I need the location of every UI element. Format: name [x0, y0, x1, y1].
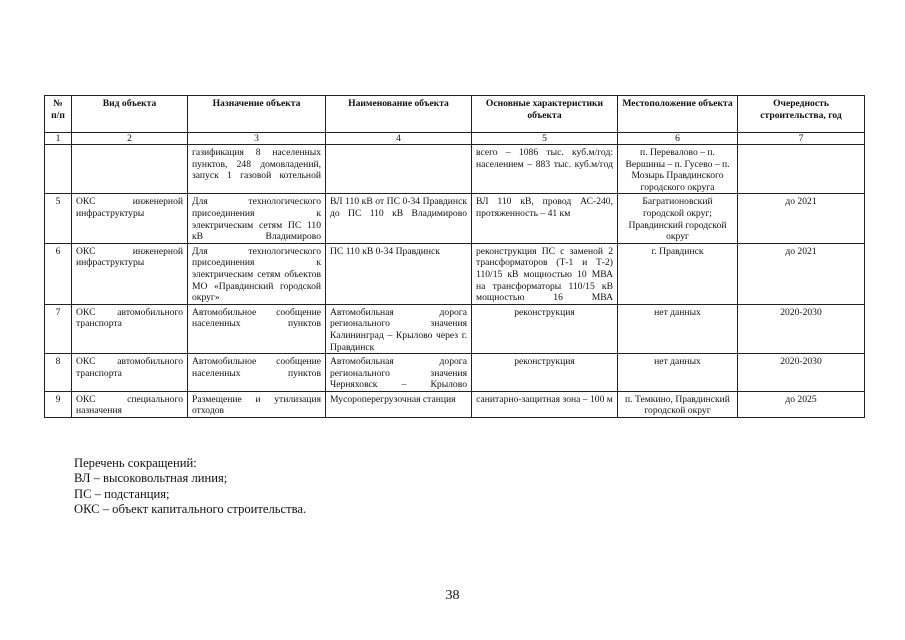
cell-type: ОКС автомобильного транспорта: [72, 354, 188, 392]
cell-stage: до 2025: [738, 391, 865, 417]
cell-type: ОКС автомобильного транспорта: [72, 304, 188, 353]
cell-name: ПС 110 кВ 0-34 Правдинск: [326, 243, 472, 304]
table-row: [45, 304, 865, 353]
cell-location: г. Правдинск: [618, 243, 738, 304]
cell-num: 9: [45, 391, 72, 417]
cell-purpose: Размещение и утилизация отходов: [188, 391, 326, 417]
abbreviation-item: ПС – подстанция;: [74, 486, 170, 501]
cell-location: Багратионовский городской округ; Правдинский городской округ: [618, 194, 738, 243]
table-row: [45, 354, 865, 392]
cell-name: Автомобильная дорога регионального значения Калининград – Крылово через г. Правдинск: [326, 304, 472, 353]
cell-specs: ВЛ 110 кВ, провод АС-240, протяженность – 41 км: [472, 194, 618, 243]
cell-num: 5: [45, 194, 72, 243]
abbreviation-item: ВЛ – высоковольтная линия;: [74, 471, 228, 486]
cell-specs: всего – 1086 тыс. куб.м/год: населением – 883 тыс. куб.м/год: [472, 145, 618, 194]
header-row: [45, 96, 865, 133]
cell-location: нет данных: [618, 354, 738, 392]
cell-name: [326, 145, 472, 194]
cell-type: [72, 145, 188, 194]
column-number-row: [45, 133, 865, 145]
header-num: № п/п: [45, 96, 72, 133]
cell-num: 7: [45, 304, 72, 353]
cell-stage: до 2021: [738, 243, 865, 304]
header-type: Вид объекта: [72, 96, 188, 133]
column-number: 6: [618, 133, 738, 145]
cell-location: п. Темкино, Правдинский городской округ: [618, 391, 738, 417]
cell-stage: 2020-2030: [738, 304, 865, 353]
cell-num: [45, 145, 72, 194]
cell-name: Мусороперегрузочная станция: [326, 391, 472, 417]
abbreviations-title: Перечень сокращений:: [74, 456, 197, 470]
cell-purpose: Автомобильное сообщение населенных пунктов: [188, 304, 326, 353]
cell-type: ОКС инженерной инфраструктуры: [72, 194, 188, 243]
column-number: 3: [188, 133, 326, 145]
header-name: Наименование объекта: [326, 96, 472, 133]
cell-purpose: Для технологического присоединения к электрическим сетям ПС 110 кВ Владимирово: [188, 194, 326, 243]
table-row: [45, 391, 865, 417]
page-number: 38: [445, 588, 460, 603]
cell-specs: реконструкция: [472, 304, 618, 353]
cell-purpose: Для технологического присоединения к электрическим сетям объектов МО «Правдинский городской округ»: [188, 243, 326, 304]
abbreviation-item: ОКС – объект капитального строительства.: [74, 502, 307, 517]
header-stage: Очередность строительства, год: [738, 96, 865, 133]
header-purpose: Назначение объекта: [188, 96, 326, 133]
cell-specs: санитарно-защитная зона – 100 м: [472, 391, 618, 417]
objects-table: [44, 95, 865, 418]
header-specs: Основные характеристики объекта: [472, 96, 618, 133]
cell-purpose: Автомобильное сообщение населенных пунктов: [188, 354, 326, 392]
cell-specs: реконструкция ПС с заменой 2 трансформаторов (Т-1 и Т-2) 110/15 кВ мощностью 10 МВА на трансформаторы 110/15 кВ мощностью 16 МВА: [472, 243, 618, 304]
column-number: 5: [472, 133, 618, 145]
table-row: [45, 194, 865, 243]
cell-stage: 2020-2030: [738, 354, 865, 392]
column-number: 4: [326, 133, 472, 145]
cell-type: ОКС специального назначения: [72, 391, 188, 417]
abbreviations-list: [74, 456, 306, 518]
cell-type: ОКС инженерной инфраструктуры: [72, 243, 188, 304]
cell-location: нет данных: [618, 304, 738, 353]
header-location: Местоположение объекта: [618, 96, 738, 133]
cell-name: ВЛ 110 кВ от ПС 0-34 Правдинск до ПС 110 кВ Владимирово: [326, 194, 472, 243]
cell-num: 8: [45, 354, 72, 392]
column-number: 7: [738, 133, 865, 145]
column-number: 2: [72, 133, 188, 145]
column-number: 1: [45, 133, 72, 145]
table-row: [45, 145, 865, 194]
cell-location: п. Перевалово – п. Вершины – п. Гусево – п. Мозырь Правдинского городского округа: [618, 145, 738, 194]
cell-name: Автомобильная дорога регионального значения Черняховск – Крылово: [326, 354, 472, 392]
cell-num: 6: [45, 243, 72, 304]
cell-purpose: газификация 8 населенных пунктов, 248 домовладений, запуск 1 газовой котельной: [188, 145, 326, 194]
cell-stage: до 2021: [738, 194, 865, 243]
table-row: [45, 243, 865, 304]
cell-stage: [738, 145, 865, 194]
cell-specs: реконструкция: [472, 354, 618, 392]
